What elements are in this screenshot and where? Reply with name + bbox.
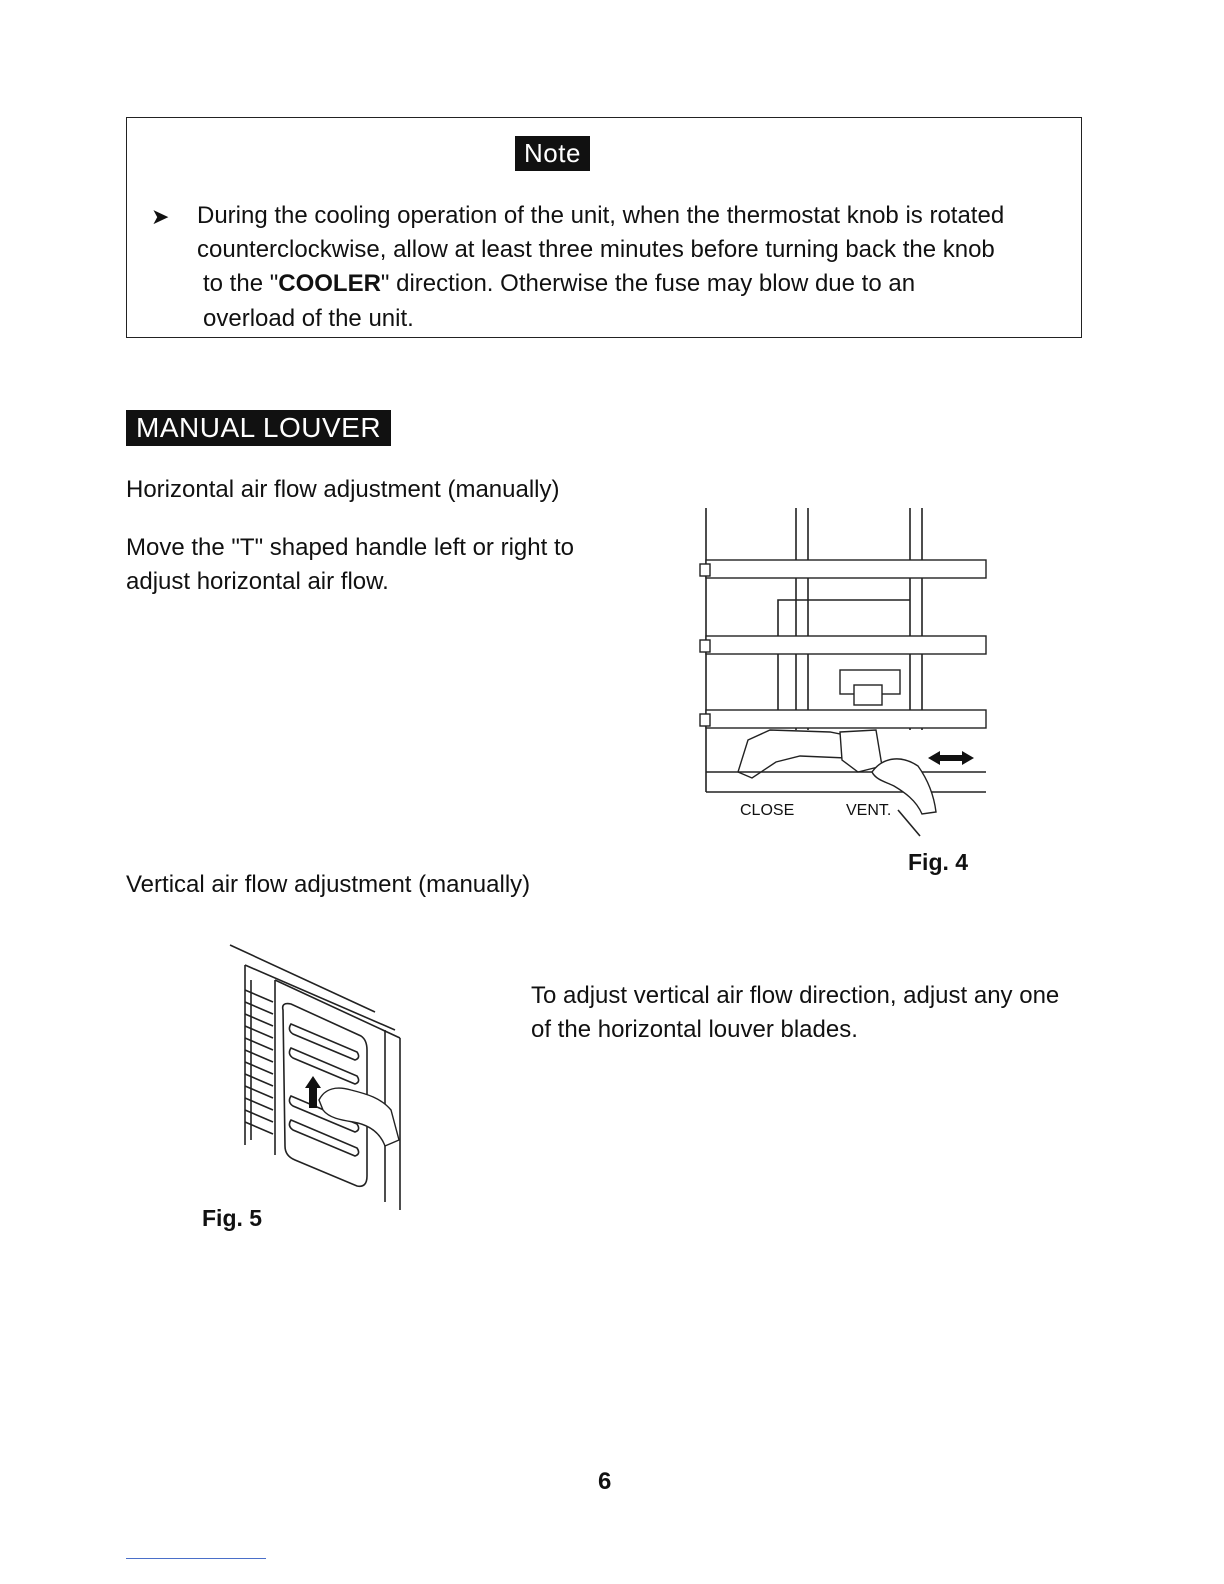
note-badge: Note [515, 136, 590, 171]
fig4-caption: Fig. 4 [908, 849, 969, 875]
page-number: 6 [598, 1468, 612, 1495]
fig4-louver-illustration [690, 500, 990, 840]
fig5-caption: Fig. 5 [202, 1205, 263, 1231]
vertical-heading: Vertical air flow adjustment (manually) [126, 871, 531, 898]
note-line-1: During the cooling operation of the unit, when the thermostat knob is rotated [197, 202, 1005, 229]
fig5-louver-illustration [225, 940, 410, 1215]
vertical-text-2: of the horizontal louver blades. [531, 1016, 858, 1043]
section-badge: MANUAL LOUVER [126, 410, 391, 446]
note-line-2: counterclockwise, allow at least three minutes before turning back the knob [197, 236, 995, 263]
note-line-4: overload of the unit. [203, 305, 414, 332]
note-line-3: to the "COOLER" direction. Otherwise the fuse may blow due to an [203, 270, 916, 297]
horizontal-heading: Horizontal air flow adjustment (manually) [126, 476, 560, 503]
cooler-keyword: COOLER [278, 270, 381, 297]
footer-rule [126, 1558, 266, 1559]
horizontal-text-2: adjust horizontal air flow. [126, 568, 389, 595]
fig4-close-label: CLOSE [740, 802, 795, 819]
fig4-vent-label: VENT. [846, 802, 892, 819]
vertical-text-1: To adjust vertical air flow direction, adjust any one [531, 982, 1060, 1009]
bullet-arrow-icon: ➤ [151, 204, 170, 229]
horizontal-text-1: Move the "T" shaped handle left or right to [126, 534, 574, 561]
